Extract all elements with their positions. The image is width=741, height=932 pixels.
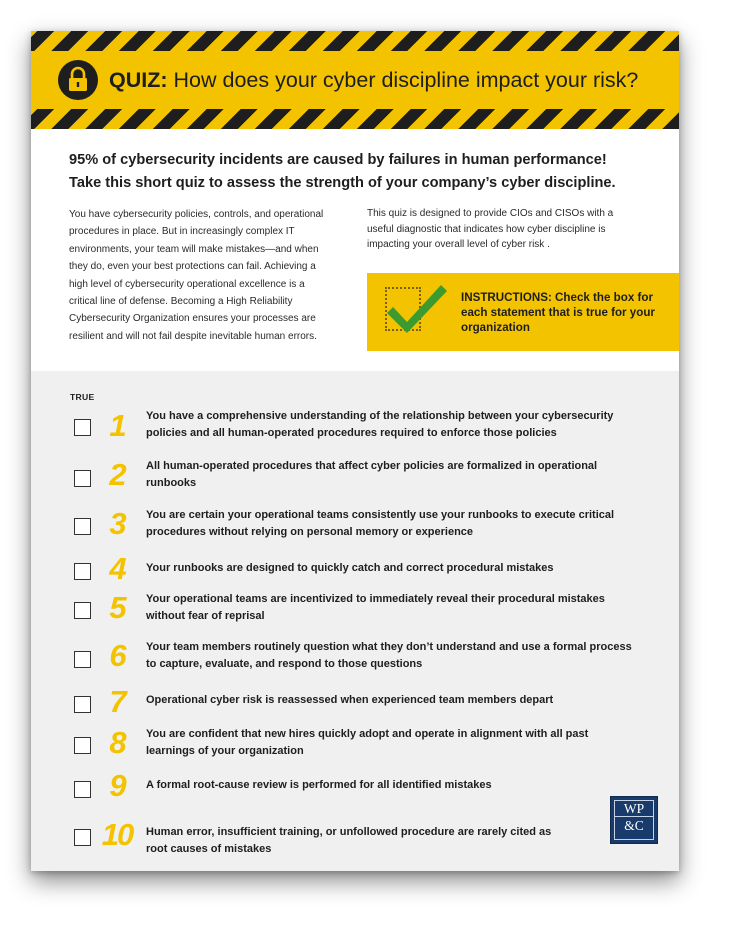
quiz-statement-5: Your operational teams are incentivized to immediately reveal their procedural mistakes without fear of reprisal xyxy=(146,593,605,622)
lock-icon xyxy=(58,60,98,100)
banner-title xyxy=(109,51,669,109)
quiz-label: QUIZ: xyxy=(109,67,168,92)
quiz-checkbox-7[interactable] xyxy=(74,696,91,713)
checkmark-icon xyxy=(383,277,453,337)
quiz-statement-10: Human error, insufficient training, or unfollowed procedure are rarely cited as root causes of mistakes xyxy=(146,826,552,855)
quiz-number-5: 5 xyxy=(109,590,125,625)
quiz-checkbox-10[interactable] xyxy=(74,829,91,846)
headline-line-1: 95% of cybersecurity incidents are caused by failures in human performance! xyxy=(69,152,607,168)
intro-paragraph-right: This quiz is designed to provide CIOs and CISOs with a useful diagnostic that indicates how cyber discipline is impacting your overall level of cyber risk . xyxy=(367,208,614,250)
intro-paragraph-left: You have cybersecurity policies, controls, and operational procedures in place. But in increasingly complex IT environments, your team will make mistakes—and when they do, even your best protections can fail. Achieving a high level of cybersecurity operational excellence is a critical line of defense. Becoming a High Reliability Cybersecurity Organization ensures your processes are resilient and will not fail despite inevitable human errors. xyxy=(69,209,324,342)
instructions-box xyxy=(367,273,679,351)
hazard-stripes-bottom xyxy=(31,109,679,129)
quiz-checkbox-9[interactable] xyxy=(74,781,91,798)
quiz-checkbox-2[interactable] xyxy=(74,470,91,487)
quiz-item-5 xyxy=(31,586,679,626)
quiz-item-2 xyxy=(31,455,679,495)
quiz-statement-9: A formal root-cause review is performed for all identified mistakes xyxy=(146,779,492,791)
quiz-item-9 xyxy=(31,764,679,804)
quiz-number-9: 9 xyxy=(109,768,125,803)
quiz-number-6: 6 xyxy=(109,638,125,673)
headline-line-2: Take this short quiz to assess the strength of your company’s cyber discipline. xyxy=(69,175,616,191)
logo-divider xyxy=(615,816,653,817)
quiz-page xyxy=(31,31,679,871)
quiz-statement-3: You are certain your operational teams consistently use your runbooks to execute critical procedures without relying on personal memory or experience xyxy=(146,509,615,538)
quiz-statement-6: Your team members routinely question what they don’t understand and use a formal process to capture, evaluate, and respond to those questions xyxy=(146,641,632,670)
quiz-checkbox-1[interactable] xyxy=(74,419,91,436)
hazard-banner xyxy=(31,31,679,129)
quiz-item-3 xyxy=(31,504,679,544)
quiz-item-1 xyxy=(31,406,679,446)
quiz-checkbox-5[interactable] xyxy=(74,602,91,619)
hazard-stripes-top xyxy=(31,31,679,51)
quiz-number-10: 10 xyxy=(101,817,133,852)
quiz-item-6 xyxy=(31,634,679,674)
quiz-statement-8: You are confident that new hires quickly adopt and operate in alignment with all past learnings of your organization xyxy=(146,728,589,757)
quiz-number-2: 2 xyxy=(109,457,125,492)
quiz-number-1: 1 xyxy=(109,408,125,443)
quiz-item-10 xyxy=(31,811,679,855)
wpc-logo xyxy=(610,796,658,844)
quiz-item-7 xyxy=(31,680,679,720)
quiz-checkbox-8[interactable] xyxy=(74,737,91,754)
quiz-number-3: 3 xyxy=(109,506,125,541)
quiz-statement-2: All human-operated procedures that affect cyber policies are formalized in operational runbooks xyxy=(146,460,598,489)
quiz-number-4: 4 xyxy=(109,551,125,586)
quiz-checkbox-3[interactable] xyxy=(74,518,91,535)
quiz-number-8: 8 xyxy=(109,725,125,760)
quiz-checkbox-6[interactable] xyxy=(74,651,91,668)
quiz-checkbox-4[interactable] xyxy=(74,563,91,580)
quiz-statement-7: Operational cyber risk is reassessed when experienced team members depart xyxy=(146,694,554,706)
quiz-statement-4: Your runbooks are designed to quickly catch and correct procedural mistakes xyxy=(146,562,554,574)
logo-line-1: WP xyxy=(623,801,645,816)
instructions-text: INSTRUCTIONS: Check the box for each statement that is true for your organization xyxy=(461,291,655,334)
quiz-statement-1: You have a comprehensive understanding of the relationship between your cybersecurity policies and all human-operated procedures required to enforce those policies xyxy=(146,410,614,439)
quiz-item-4 xyxy=(31,551,679,591)
true-column-label: TRUE xyxy=(70,392,95,402)
quiz-number-7: 7 xyxy=(109,684,125,719)
banner-title-text: How does your cyber discipline impact your risk? xyxy=(173,67,639,92)
headline xyxy=(69,149,669,195)
quiz-section xyxy=(31,371,679,871)
quiz-item-8 xyxy=(31,721,679,761)
logo-line-2: &C xyxy=(624,818,644,833)
